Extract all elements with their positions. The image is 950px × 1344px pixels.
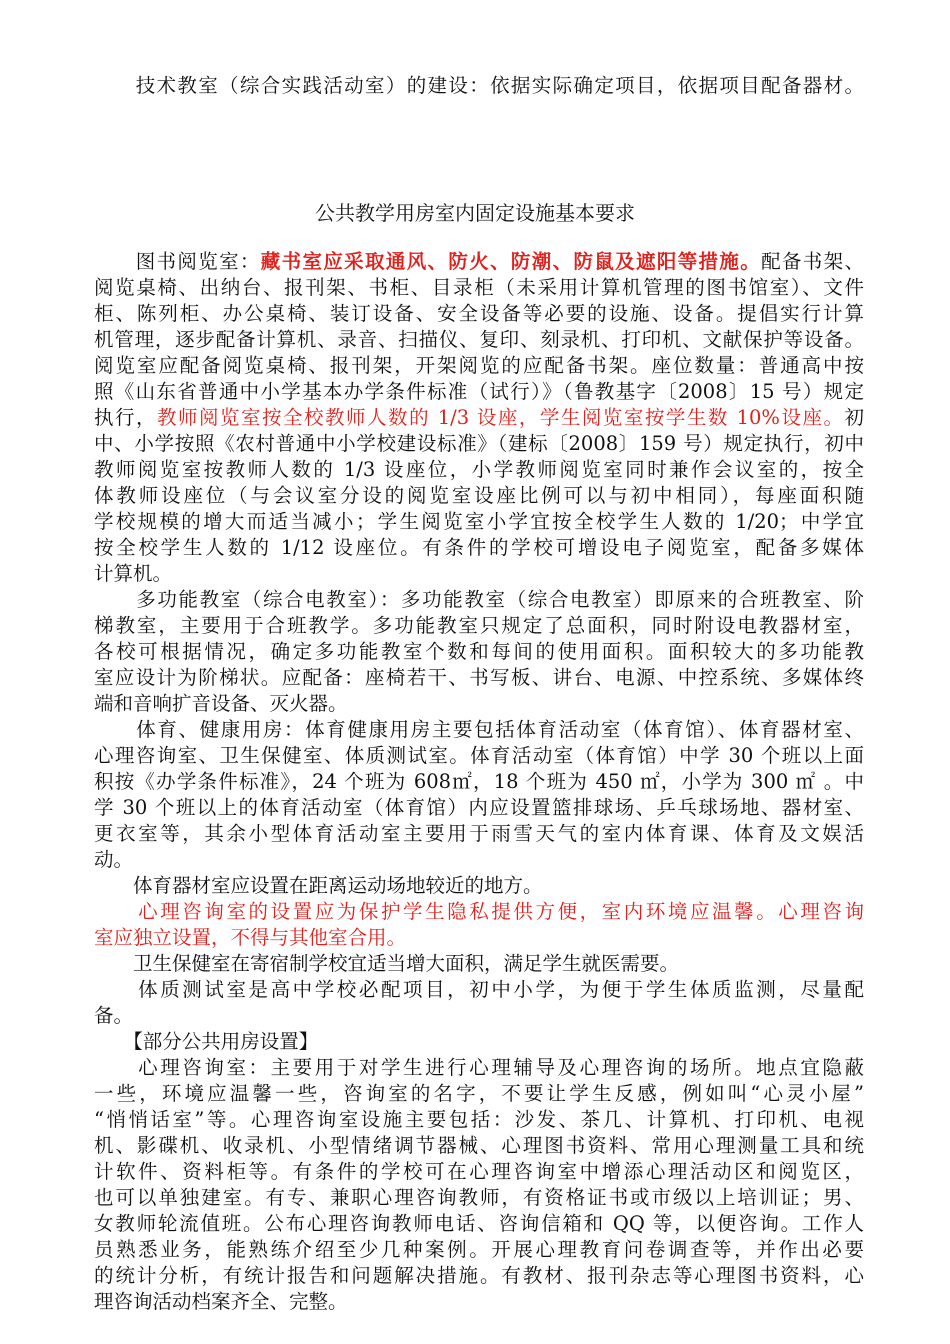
counseling-note-line-2: 室应独立设置，不得与其他室合用。: [94, 926, 407, 949]
library-highlight-seating: 教师阅览室按全校教师人数的 1/3 设座，学生阅览室按学生数 10%设座。: [157, 406, 845, 429]
library-line-3: 柜、陈列柜、办公桌椅、装订设备、安全设备等必要的设施、设备。提倡实行计算: [94, 302, 864, 325]
library-line-5: 阅览室应配备阅览桌椅、报刊架，开架阅览的应配备书架。座位数量：普通高中按: [94, 354, 864, 377]
sports-line-4: 学 30 个班以上的体育活动室（体育馆）内应设置篮排球场、乒乓球场地、器材室、: [94, 796, 864, 819]
library-label: 图书阅览室：: [94, 250, 261, 273]
library-line-9: 教师阅览室按教师人数的 1/3 设座位，小学教师阅览室同时兼作会议室的，按全: [94, 458, 864, 481]
counseling-room-line-2: 一些，环境应温馨一些，咨询室的名字，不要让学生反感，例如叫“心灵小屋”: [94, 1082, 864, 1105]
library-line-4: 机管理，逐步配备计算机、录音、扫描仪、复印、刻录机、打印机、文献保护等设备。: [94, 328, 864, 351]
intro-paragraph: 技术教室（综合实践活动室）的建设：依据实际确定项目，依据项目配备器材。: [94, 74, 864, 97]
library-line-8: 中、小学按照《农村普通中小学校建设标准》（建标〔2008〕159 号）规定执行，初中: [94, 432, 864, 455]
counseling-room-line-6: 也可以单独建室。有专、兼职心理咨询教师，有资格证书或市级以上培训证；男、: [94, 1186, 864, 1209]
sports-line-1: 体育、健康用房：体育健康用房主要包括体育活动室（体育馆）、体育器材室、: [94, 718, 864, 741]
library-line-7: [94, 405, 864, 431]
public-rooms-title: 【部分公共用房设置】: [94, 1030, 319, 1053]
sports-line-6: 动。: [94, 848, 134, 871]
sports-equipment-line: 体育器材室应设置在距离运动场地较近的地方。: [94, 874, 543, 897]
library-line-13: 计算机。: [94, 562, 173, 585]
multimedia-line-2: 梯教室，主要用于合班教学。多功能教室只规定了总面积，同时附设电教器材室，: [94, 614, 864, 637]
fitness-test-line-1: 体质测试室是高中学校必配项目，初中小学，为便于学生体质监测，尽量配: [94, 978, 864, 1001]
library-line-11: 学校规模的增大而适当减小；学生阅览室小学宜按全校学生人数的 1/20；中学宜: [94, 510, 864, 533]
counseling-room-line-3: “悄悄话室”等。心理咨询室设施主要包括：沙发、茶几、计算机、打印机、电视: [94, 1108, 864, 1131]
library-line-12: 按全校学生人数的 1/12 设座位。有条件的学校可增设电子阅览室，配备多媒体: [94, 536, 864, 559]
library-line-6: 照《山东省普通中小学基本办学条件标准（试行）》（鲁教基字〔2008〕15 号）规定: [94, 380, 864, 403]
sports-line-2: 心理咨询室、卫生保健室、体质测试室。体育活动室（体育馆）中学 30 个班以上面: [94, 744, 864, 767]
library-line-7-head: 执行，: [94, 406, 158, 429]
multimedia-line-1: 多功能教室（综合电教室）：多功能教室（综合电教室）即原来的合班教室、阶: [94, 588, 864, 611]
health-room-line: 卫生保健室在寄宿制学校宜适当增大面积，满足学生就医需要。: [94, 952, 680, 975]
fitness-test-line-2: 备。: [94, 1004, 134, 1027]
section-heading: 公共教学用房室内固定设施基本要求: [315, 201, 635, 225]
library-line-1-tail: 配备书架、: [761, 250, 864, 273]
sports-line-3: 积按《办学条件标准》，24 个班为 608㎡，18 个班为 450 ㎡，小学为 300 ㎡ 。中: [94, 770, 864, 793]
counseling-room-line-8: 员熟悉业务，能熟练介绍至少几种案例。开展心理教育问卷调查等，并作出必要: [94, 1238, 864, 1261]
library-highlight-storage: 藏书室应采取通风、防火、防潮、防鼠及遮阳等措施。: [260, 250, 762, 273]
counseling-room-line-5: 计软件、资料柜等。有条件的学校可在心理咨询室中增添心理活动区和阅览区，: [94, 1160, 864, 1183]
counseling-room-line-7: 女教师轮流值班。公布心理咨询教师电话、咨询信箱和 QQ 等，以便咨询。工作人: [94, 1212, 864, 1235]
multimedia-line-4: 室应设计为阶梯状。应配备：座椅若干、书写板、讲台、电源、中控系统、多媒体终: [94, 666, 864, 689]
library-line-10: 体教师设座位（与会议室分设的阅览室设座比例可以与初中相同），每座面积随: [94, 484, 864, 507]
library-line-1: [94, 249, 864, 275]
counseling-note-line-1: 心理咨询室的设置应为保护学生隐私提供方便，室内环境应温馨。心理咨询: [94, 900, 864, 923]
counseling-room-line-4: 机、影碟机、收录机、小型情绪调节器械、心理图书资料、常用心理测量工具和统: [94, 1134, 864, 1157]
library-line-2: 阅览桌椅、出纳台、报刊架、书柜、目录柜（未采用计算机管理的图书馆室）、文件: [94, 276, 864, 299]
library-line-7-tail: 初: [844, 406, 864, 429]
multimedia-line-3: 各校可根据情况，确定多功能教室个数和每间的使用面积。面积较大的多功能教: [94, 640, 864, 663]
multimedia-line-5: 端和音响扩音设备、灭火器。: [94, 692, 348, 715]
counseling-room-line-1: 心理咨询室：主要用于对学生进行心理辅导及心理咨询的场所。地点宜隐蔽: [94, 1056, 864, 1079]
counseling-room-line-9: 的统计分析，有统计报告和问题解决措施。有教材、报刊杂志等心理图书资料，心: [94, 1264, 864, 1287]
counseling-room-line-10: 理咨询活动档案齐全、完整。: [94, 1290, 348, 1313]
sports-line-5: 更衣室等，其余小型体育活动室主要用于雨雪天气的室内体育课、体育及文娱活: [94, 822, 864, 845]
